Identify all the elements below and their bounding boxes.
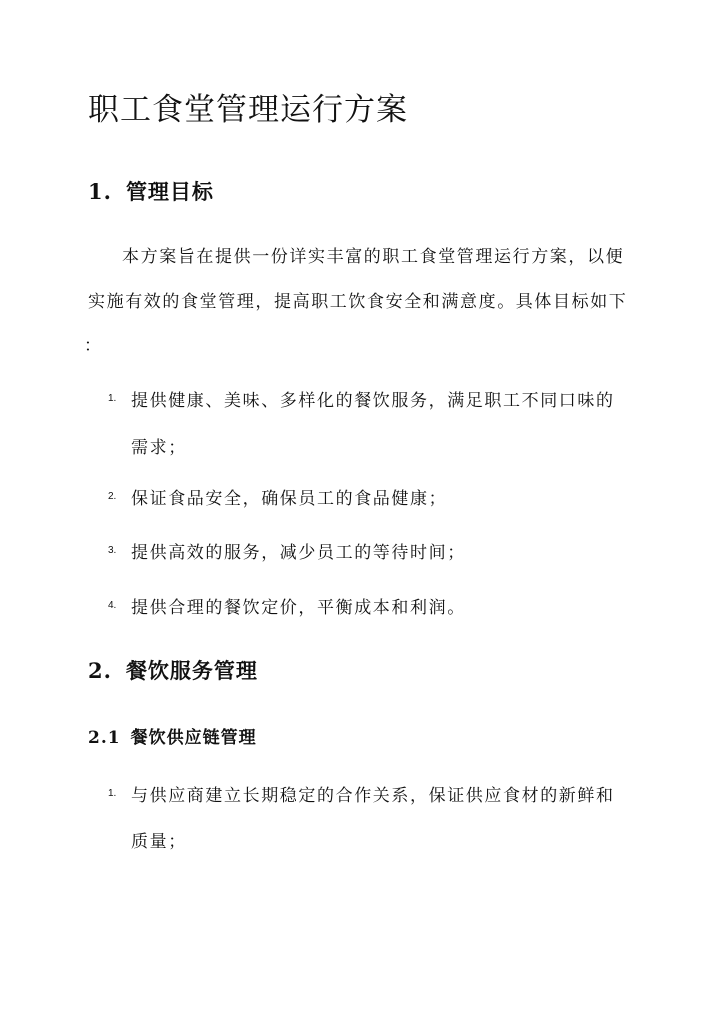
subsection-2-1-title: 餐饮供应链管理: [130, 728, 257, 748]
list-item-2-number: 2.: [108, 491, 117, 502]
section-1-heading: [88, 176, 214, 206]
paragraph-line-2: 实施有效的食堂管理，提高职工饮食安全和满意度。具体目标如下: [88, 292, 628, 312]
section-1-title: 管理目标: [125, 179, 214, 204]
list-item-1-line-1: 提供健康、美味、多样化的餐饮服务，满足职工不同口味的: [131, 391, 615, 411]
subsection-2-1-heading: [88, 723, 257, 748]
list-item-2-text: 保证食品安全，确保员工的食品健康；: [131, 489, 448, 509]
section-2-title: 餐饮服务管理: [125, 658, 258, 683]
supply-item-1-number: 1.: [108, 788, 117, 799]
supply-item-1-line-2: 质量；: [131, 832, 187, 852]
supply-item-1-line-1: 与供应商建立长期稳定的合作关系，保证供应食材的新鲜和: [131, 786, 615, 806]
list-item-1-number: 1.: [108, 393, 117, 404]
section-1-number: 1.: [88, 179, 112, 204]
paragraph-line-1: 本方案旨在提供一份详实丰富的职工食堂管理运行方案，以便: [122, 247, 625, 267]
list-item-1-line-2: 需求；: [131, 438, 187, 458]
subsection-2-1-number: 2.1: [88, 728, 121, 748]
paragraph-line-3: ：: [84, 336, 103, 356]
list-item-4-number: 4.: [108, 600, 117, 611]
list-item-4-text: 提供合理的餐饮定价，平衡成本和利润。: [131, 598, 466, 618]
document-title: 职工食堂管理运行方案: [88, 92, 408, 128]
list-item-3-number: 3.: [108, 545, 117, 556]
list-item-3-text: 提供高效的服务，减少员工的等待时间；: [131, 543, 466, 563]
section-2-number: 2.: [88, 658, 112, 683]
section-2-heading: [88, 655, 258, 685]
